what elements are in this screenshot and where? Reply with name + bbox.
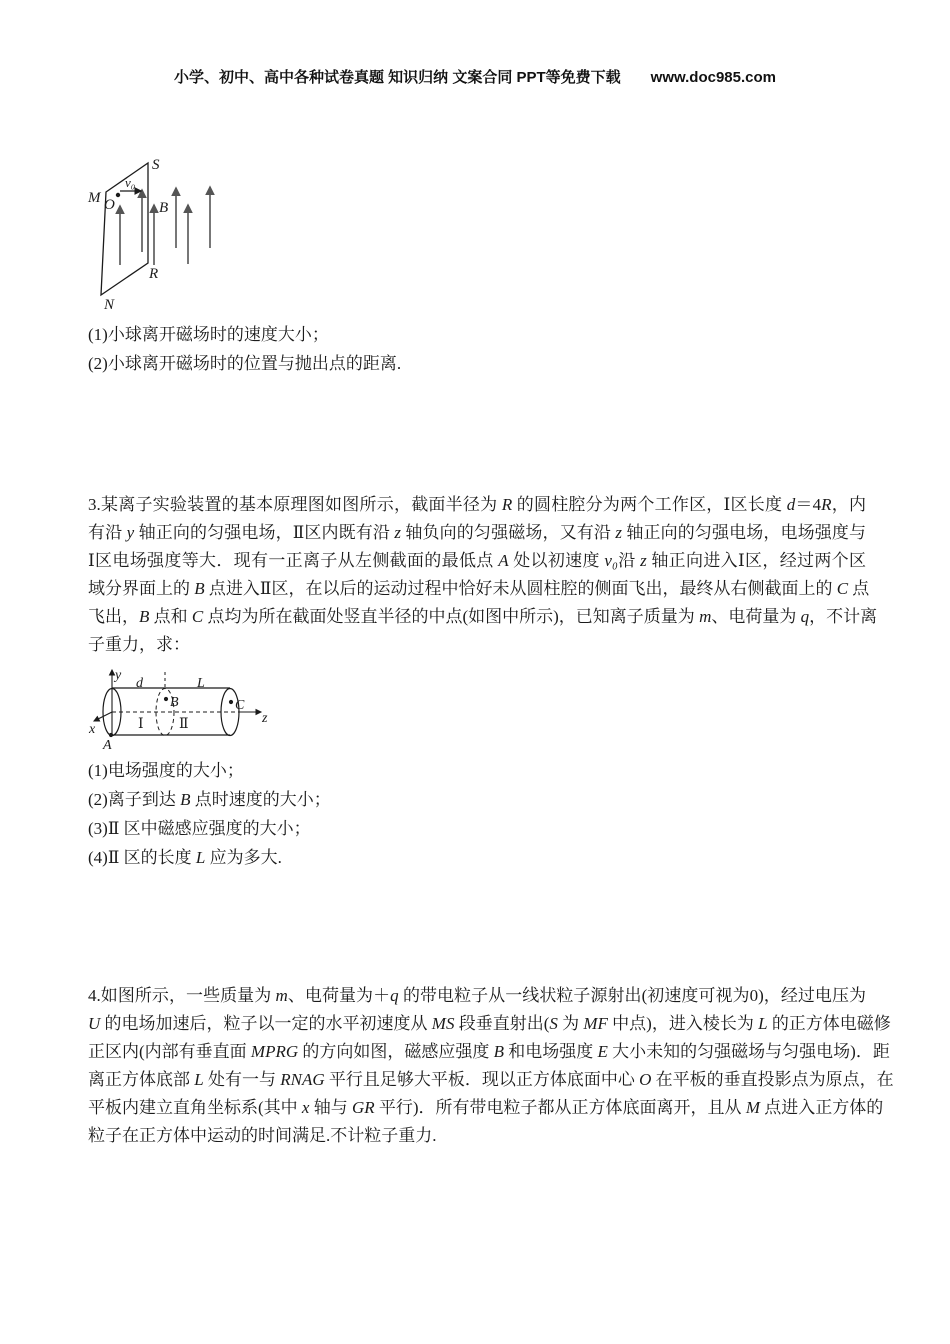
field-arrows [120,187,210,265]
text-line [88,631,866,659]
text-segment: Ⅰ区电场强度等大．现有一正离子从左侧截面的最低点 [88,551,499,570]
variable-segment: B [194,579,205,598]
text-segment: 有沿 [88,523,127,542]
text-line [88,1010,891,1038]
label-O: O [104,197,115,213]
v0-label: v₀ [125,175,136,190]
text-segment: 正区内(内部有垂直面 [88,1042,251,1061]
cylinder-regions-diagram [85,661,285,756]
variable-segment: E [597,1042,608,1061]
label-point-B: B [170,695,179,710]
variable-segment: B [139,607,150,626]
problem3-text [88,491,878,659]
problem2-questions [88,320,401,378]
text-segment: 、电荷量为＋ [287,986,391,1005]
label-region-2: Ⅱ [179,717,189,732]
variable-segment: q [390,986,399,1005]
text-segment: 3.某离子实验装置的基本原理图如图所示，截面半径为 [88,495,502,514]
site-header [0,68,950,88]
label-B-field: B [159,200,169,216]
text-line [88,1122,866,1150]
text-segment: 沿 [617,551,641,570]
text-segment: 的方向如图，磁感应强度 [298,1042,494,1061]
text-segment: (1)电场强度的大小； [88,761,244,780]
text-line [88,519,866,547]
text-segment: 平行)．所有带电粒子都从正方体底面离开，且从 [374,1098,746,1117]
text-segment: 的带电粒子从一线状粒子源射出(初速度可视为0)，经过电压为 [398,986,867,1005]
text-segment: 的电场加速后，粒子以一定的水平初速度从 [100,1014,432,1033]
variable-segment: x [301,1098,310,1117]
variable-segment: B [180,790,191,809]
text-segment: 粒子在正方体中运动的时间满足.不计粒子重力. [88,1126,437,1145]
label-L-length: L [197,676,205,691]
text-segment: 中点)，进入棱长为 [607,1014,759,1033]
variable-segment: z [615,523,622,542]
text-segment: 的正方体电磁修 [767,1014,891,1033]
label-point-C: C [235,698,245,713]
variable-segment: MPRG [250,1042,299,1061]
text-line [88,843,331,872]
variable-segment: M [745,1098,760,1117]
plane-in-field-diagram [85,148,235,318]
text-segment: 处有一与 [203,1070,281,1089]
label-N: N [104,297,115,313]
text-line [88,1038,890,1066]
header-site-link[interactable]: www.doc985.com [650,69,776,86]
text-segment: (4)Ⅱ 区的长度 [88,848,196,867]
text-segment: 子重力，求： [88,635,190,654]
variable-segment: S [549,1014,558,1033]
variable-segment: R [501,495,513,514]
text-line [88,982,866,1010]
variable-segment: L [195,848,206,867]
text-segment: 离正方体底部 [88,1070,195,1089]
text-segment: 轴正向进入Ⅰ区，经过两个区 [646,551,867,570]
text-segment: 轴正向的匀强电场，电场强度与 [621,523,867,542]
variable-segment: L [194,1070,204,1089]
text-segment: 点时速度的大小； [190,790,331,809]
variable-segment: MS [431,1014,455,1033]
variable-segment: z [640,551,647,570]
text-segment: ＝4 [795,495,822,514]
text-line [88,575,870,603]
text-line [88,547,866,575]
text-segment: ，内 [831,495,867,514]
text-segment: 飞出， [88,607,139,626]
variable-segment: C [836,579,849,598]
text-segment: ，不计离 [809,607,878,626]
text-segment: 在平板的垂直投影点为原点，在 [651,1070,894,1089]
problem4-text [88,982,894,1150]
variable-segment: z [394,523,402,542]
variable-segment: O [639,1070,652,1089]
label-point-A: A [103,738,112,753]
text-segment: 、电荷量为 [711,607,801,626]
text-line [88,320,401,349]
label-x-axis: x [89,722,96,737]
text-segment: 点和 [149,607,192,626]
variable-segment: GR [351,1098,375,1117]
text-segment: 应为多大. [205,848,282,867]
point-C-dot [229,700,233,704]
label-region-1: Ⅰ [138,717,144,732]
variable-segment: m [275,986,288,1005]
label-d-length: d [136,676,143,691]
text-segment: 轴与 [309,1098,352,1117]
text-segment: 处以初速度 [508,551,605,570]
text-segment: 大小未知的匀强磁场与匀强电场)．距 [607,1042,890,1061]
label-y-axis: y [115,668,122,683]
variable-segment: B [493,1042,505,1061]
point-B-dot [164,697,168,701]
label-S: S [152,157,160,173]
problem3-questions [88,756,331,872]
text-segment: 点进入Ⅱ区，在以后的运动过程中恰好未从圆柱腔的侧面飞出，最终从右侧截面上的 [204,579,837,598]
text-segment: 点进入正方体的 [759,1098,884,1117]
text-segment: 点 [848,579,870,598]
variable-segment: U [88,1014,101,1033]
text-segment: (3)Ⅱ 区中磁感应强度的大小； [88,819,311,838]
variable-segment: L [758,1014,768,1033]
text-segment: 轴正向的匀强电场，Ⅱ区内既有沿 [134,523,395,542]
label-R: R [149,266,159,282]
variable-segment: y [126,523,135,542]
text-line [88,603,878,631]
text-segment: (2)离子到达 [88,790,181,809]
variable-segment: R [821,495,832,514]
text-line [88,491,866,519]
text-segment: 平行且足够大平板．现以正方体底面中心 [324,1070,640,1089]
text-segment: 为 [557,1014,584,1033]
text-segment: (2)小球离开磁场时的位置与抛出点的距离. [88,354,402,373]
text-line [88,814,331,843]
text-segment: 段垂直射出( [454,1014,550,1033]
label-M: M [88,190,101,206]
text-segment: 的圆柱腔分为两个工作区，Ⅰ区长度 [512,495,787,514]
text-segment: 域分界面上的 [88,579,195,598]
text-segment: (1)小球离开磁场时的速度大小； [88,325,329,344]
text-segment: 4.如图所示，一些质量为 [88,986,276,1005]
text-segment: 平板内建立直角坐标系(其中 [88,1098,302,1117]
point-A-dot [109,733,113,737]
text-segment: 点均为所在截面处竖直半径的中点(如图中所示)，已知离子质量为 [203,607,700,626]
variable-segment: RNAG [280,1070,325,1089]
text-line [88,1066,894,1094]
label-z-axis: z [262,711,268,726]
launch-point-dot [116,193,120,197]
text-line [88,785,331,814]
text-segment: 轴负向的匀强磁场，又有沿 [401,523,616,542]
header-tagline: 小学、初中、高中各种试卷真题 知识归纳 文案合同 PPT等免费下载 [173,69,621,86]
variable-segment: v₀ [604,551,618,570]
text-line [88,756,331,785]
variable-segment: m [699,607,712,626]
text-line [88,349,401,378]
text-line [88,1094,884,1122]
text-segment: 和电场强度 [504,1042,598,1061]
variable-segment: A [498,551,509,570]
variable-segment: C [191,607,204,626]
variable-segment: q [800,607,810,626]
variable-segment: d [786,495,796,514]
variable-segment: MF [583,1014,608,1033]
